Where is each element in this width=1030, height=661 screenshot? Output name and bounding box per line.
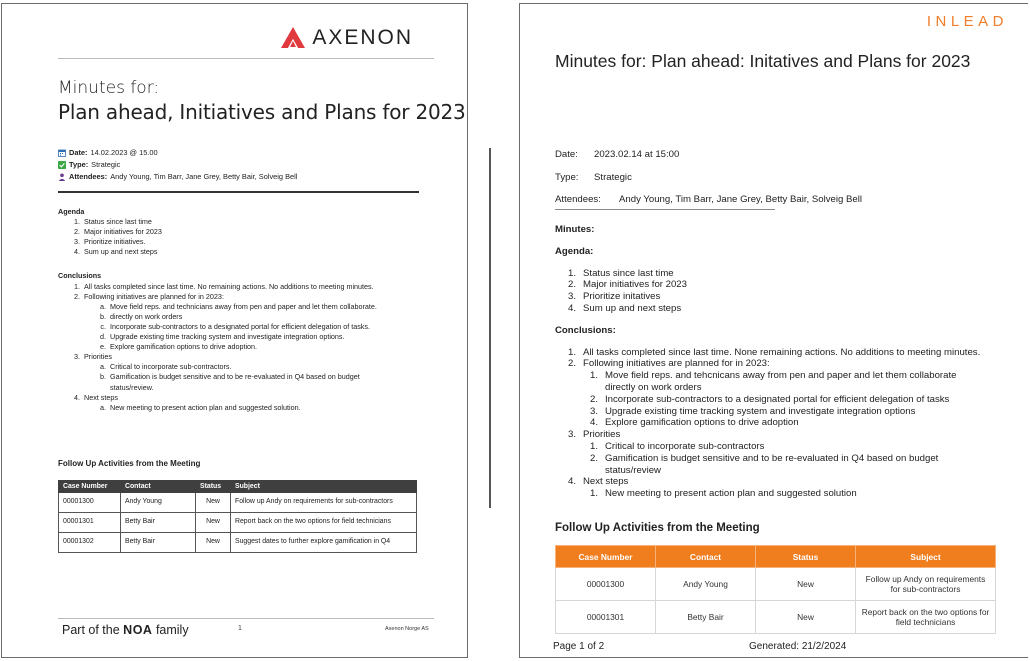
column-header: Contact <box>121 481 196 493</box>
conclusion-item: 1. All tasks completed since last time. No remaining actions. No additions to meeting minutes. <box>74 281 374 291</box>
status: New <box>196 533 231 553</box>
case-number: 00001301 <box>556 601 656 634</box>
axenon-logo-icon <box>280 26 306 50</box>
follow-up-heading: Follow Up Activities from the Meeting <box>58 459 201 468</box>
contact: Betty Bair <box>121 513 196 533</box>
inlead-logo: INLEAD <box>926 13 1008 30</box>
footer-rule <box>58 618 434 619</box>
meta-rule <box>555 209 775 210</box>
header-rule <box>58 58 434 59</box>
checkmark-icon <box>58 161 66 169</box>
meta-type <box>58 160 120 169</box>
contact: Betty Bair <box>656 601 756 634</box>
case-number: 00001300 <box>59 493 121 513</box>
conclusion-subitem: a. Critical to incorporate sub-contractors. <box>100 362 232 372</box>
column-header: Case Number <box>59 481 121 493</box>
minutes-for-label: Minutes for: <box>58 78 160 98</box>
calendar-icon <box>58 149 66 157</box>
conclusion-subitem: b. directly on work orders <box>100 311 183 321</box>
conclusion-subitem: 2. Incorporate sub-contractors to a designated portal for efficient delegation of tasks <box>589 393 950 405</box>
subject: Report back on the two options for field technicians <box>231 513 417 533</box>
status: New <box>196 493 231 513</box>
conclusion-subitem: 1. Move field reps. and tehcnicans away from pen and paper and let them collaborate <box>589 370 957 382</box>
conclusion-subitem: 1. New meeting to present action plan and suggested solution <box>589 488 857 500</box>
contact: Andy Young <box>121 493 196 513</box>
date-label: Date: <box>69 148 88 157</box>
table-row <box>556 568 996 601</box>
column-header: Subject <box>856 546 996 568</box>
footer-tagline: Part of the NOA family <box>62 623 189 637</box>
agenda-heading: Agenda: <box>555 245 594 257</box>
subject: Follow up Andy on requirements for sub-contractors <box>231 493 417 513</box>
agenda-item: 4. Sum up and next steps <box>74 247 158 257</box>
axenon-logo-text: AXENON <box>312 26 413 49</box>
meta-attendees <box>58 172 297 181</box>
agenda-heading: Agenda <box>58 207 85 216</box>
meta-date <box>58 148 158 157</box>
conclusion-subitem: 2. Gamification is budget sensitive and to be re-evaluated in Q4 based on budget <box>589 452 939 464</box>
agenda-item: 1. Status since last time <box>567 267 674 279</box>
agenda-item: 3. Prioritize initatives <box>567 291 661 303</box>
date-value: 2023.02.14 at 15:00 <box>594 149 680 160</box>
minutes-body <box>58 207 428 413</box>
conclusion-subitem: 4. Explore gamification options to drive adoption <box>589 417 799 429</box>
conclusion-item: 1. All tasks completed since last time. None remaining actions. No additions to meeting minutes. <box>567 346 981 358</box>
subject: Suggest dates to further explore gamification in Q4 <box>231 533 417 553</box>
table-row <box>59 533 417 553</box>
contact: Betty Bair <box>121 533 196 553</box>
meta-date <box>555 149 679 160</box>
attendees-label: Attendees: <box>69 172 108 181</box>
meta-attendees <box>555 194 862 205</box>
axenon-document-page <box>1 3 468 658</box>
attendees-value: Andy Young, Tim Barr, Jane Grey, Betty Bair, Solveig Bell <box>110 172 298 181</box>
contact: Andy Young <box>656 568 756 601</box>
conclusion-subitem-continued: status/review. <box>110 382 154 392</box>
column-header: Status <box>756 546 856 568</box>
type-label: Type: <box>69 160 89 169</box>
table-row <box>59 493 417 513</box>
type-value: Strategic <box>594 172 632 183</box>
person-icon <box>58 173 66 181</box>
agenda-item: 2. Major initiatives for 2023 <box>567 279 687 291</box>
conclusion-subitem: a. Move field reps. and technicians away from pen and paper and let them collaborate. <box>100 301 377 311</box>
table-row <box>59 513 417 533</box>
status: New <box>756 601 856 634</box>
case-number: 00001302 <box>59 533 121 553</box>
agenda-item: 4. Sum up and next steps <box>567 302 682 314</box>
type-label: Type: <box>555 172 579 183</box>
subject: Report back on the two options for field technicians <box>856 601 996 634</box>
conclusion-item: 3. Priorities <box>74 352 112 362</box>
conclusion-subitem: c. Incorporate sub-contractors to a designated portal for efficient delegation of tasks. <box>100 321 370 331</box>
axenon-logo <box>280 26 413 50</box>
case-number: 00001301 <box>59 513 121 533</box>
column-header: Case Number <box>556 546 656 568</box>
table-header-row <box>59 481 417 493</box>
minutes-body <box>555 224 1020 500</box>
status: New <box>756 568 856 601</box>
column-header: Status <box>196 481 231 493</box>
follow-up-heading: Follow Up Activities from the Meeting <box>555 522 760 534</box>
page-indicator: Page 1 of 2 <box>553 641 605 652</box>
attendees-label: Attendees: <box>555 194 601 205</box>
agenda-item: 3. Prioritize initiatives. <box>74 237 146 247</box>
footer-company: Axenon Norge AS <box>385 626 429 632</box>
column-header: Subject <box>231 481 417 493</box>
conclusion-subitem: 3. Upgrade existing time tracking system and investigate integration options <box>589 405 916 417</box>
table-header-row <box>556 546 996 568</box>
follow-up-table <box>555 545 996 634</box>
conclusion-subitem-continued: directly on work orders <box>605 381 702 393</box>
conclusion-subitem: 1. Critical to incorporate sub-contractors <box>589 440 765 452</box>
conclusion-item: 2. Following initiatives are planned for in 2023: <box>74 291 224 301</box>
inlead-document-page <box>519 3 1028 658</box>
conclusions-heading: Conclusions <box>58 271 102 281</box>
attendees-value: Andy Young, Tim Barr, Jane Grey, Betty Bair, Solveig Bell <box>619 194 862 205</box>
follow-up-table <box>58 480 417 553</box>
conclusion-subitem: e. Explore gamification options to drive adoption. <box>100 342 258 352</box>
type-value: Strategic <box>91 160 121 169</box>
comparison-divider <box>489 148 491 508</box>
column-header: Contact <box>656 546 756 568</box>
page-number: 1 <box>238 625 242 632</box>
minutes-heading: Minutes: <box>555 224 595 235</box>
meeting-title: Minutes for: Plan ahead: Initatives and Plans for 2023 <box>555 51 971 71</box>
status: New <box>196 513 231 533</box>
conclusions-heading: Conclusions: <box>555 324 616 336</box>
section-rule <box>58 191 419 193</box>
noa-brand: NOA <box>123 623 153 637</box>
subject: Follow up Andy on requirements for sub-contractors <box>856 568 996 601</box>
table-row <box>556 601 996 634</box>
conclusion-subitem: a. New meeting to present action plan and suggested solution. <box>100 402 301 412</box>
conclusion-item: 4. Next steps <box>74 392 118 402</box>
meeting-title: Plan ahead, Initiatives and Plans for 2023 <box>58 100 466 124</box>
conclusion-item: 4. Next steps <box>567 476 629 488</box>
conclusion-item: 2. Following initiatives are planned for in 2023: <box>567 358 770 370</box>
agenda-item: 1. Status since last time <box>74 217 152 227</box>
date-label: Date: <box>555 149 578 160</box>
agenda-item: 2. Major initiatives for 2023 <box>74 227 162 237</box>
conclusion-item: 3. Priorities <box>567 429 621 441</box>
meta-type <box>555 172 632 183</box>
case-number: 00001300 <box>556 568 656 601</box>
date-value: 14.02.2023 @ 15.00 <box>90 148 158 157</box>
generated-date: Generated: 21/2/2024 <box>749 641 847 652</box>
conclusion-subitem: b. Gamification is budget sensitive and to be re-evaluated in Q4 based on budget <box>100 372 360 382</box>
conclusion-subitem-continued: status/review <box>605 464 661 476</box>
conclusion-subitem: d. Upgrade existing time tracking system and investigate integration options. <box>100 332 345 342</box>
